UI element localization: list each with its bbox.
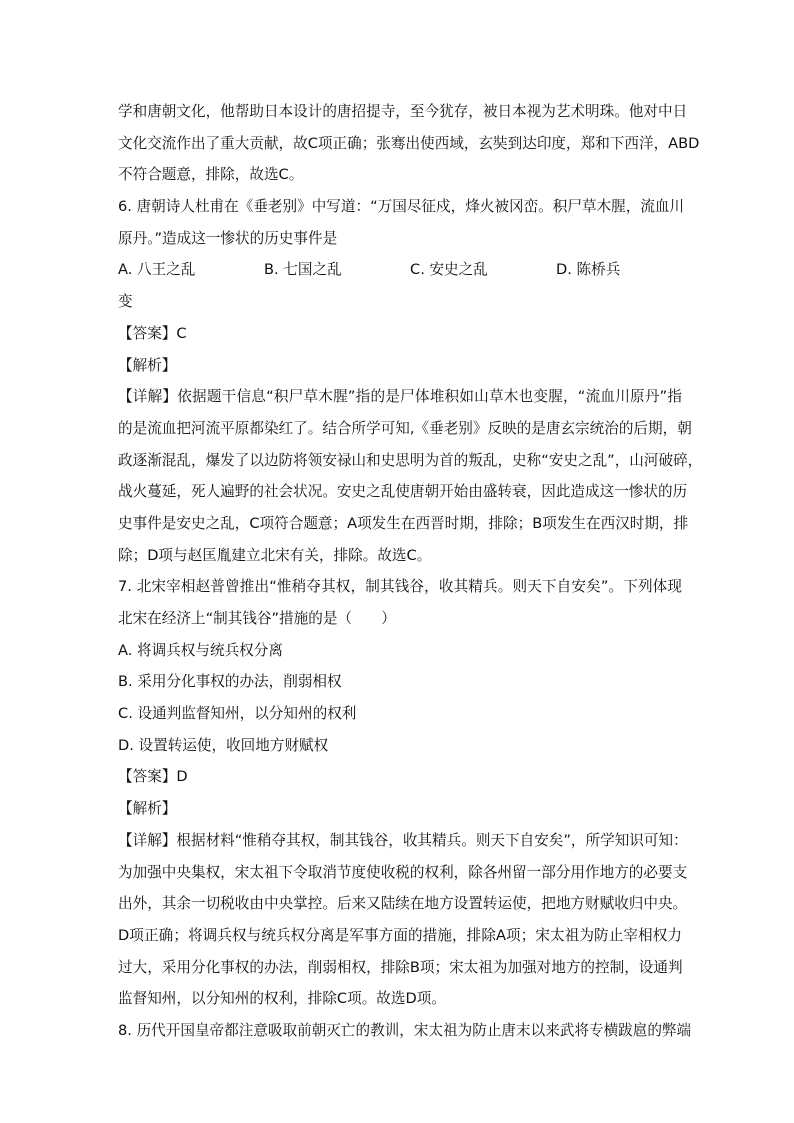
option-b: B. 七国之乱 xyxy=(264,261,342,279)
detail-line: 出外，其余一切税收由中央掌控。后来又陆续在地方设置转运使，把地方财赋收归中央。 xyxy=(118,895,688,913)
option-b: B. 采用分化事权的办法，削弱相权 xyxy=(118,673,342,691)
option-a: A. 八王之乱 xyxy=(118,261,196,279)
option-d: D. 设置转运使，收回地方财赋权 xyxy=(118,736,329,754)
detail-line: 史事件是安史之乱，C项符合题意；A项发生在西晋时期，排除；B项发生在西汉时期，排 xyxy=(118,514,689,532)
option-a: A. 将调兵权与统兵权分离 xyxy=(118,641,283,659)
option-d: D. 陈桥兵 xyxy=(556,261,621,279)
document-page xyxy=(118,96,703,1047)
option-d-wrap: 变 xyxy=(118,293,133,311)
question-6-options xyxy=(118,254,682,286)
question-6-stem: 原丹。”造成这一惨状的历史事件是 xyxy=(118,229,338,247)
analysis-heading: 【解析】 xyxy=(118,356,177,374)
detail-line: 监督知州，以分知州的权利，排除C项。故选D项。 xyxy=(118,990,446,1008)
analysis-heading: 【解析】 xyxy=(118,800,177,818)
answer: 【答案】C xyxy=(118,324,187,342)
detail-line: 为加强中央集权，宋太祖下令取消节度使收税的权利，除各州留一部分用作地方的必要支 xyxy=(118,863,688,881)
question-7-stem: 7. 北宋宰相赵普曾推出“惟稍夺其权，制其钱谷，收其精兵。则天下自安矣”。下列体现 xyxy=(118,578,682,596)
text-line: 文化交流作出了重大贡献，故C项正确；张骞出使西域，玄奘到达印度，郑和下西洋，ABD xyxy=(118,134,700,152)
text-line: 不符合题意，排除，故选C。 xyxy=(118,166,304,184)
detail-line: 的是流血把河流平原都染红了。结合所学可知,《垂老别》反映的是唐玄宗统治的后期，朝 xyxy=(118,419,692,437)
detail-line: 过大，采用分化事权的办法，削弱相权，排除B项；宋太祖为加强对地方的控制，设通判 xyxy=(118,958,683,976)
detail-line: 除；D项与赵匡胤建立北宋有关，排除。故选C。 xyxy=(118,546,432,564)
detail-line: 政逐渐混乱，爆发了以边防将领安禄山和史思明为首的叛乱，史称“安史之乱”，山河破碎， xyxy=(118,451,703,469)
text-line: 学和唐朝文化，他帮助日本设计的唐招提寺，至今犹存，被日本视为艺术明珠。他对中日 xyxy=(118,103,688,120)
option-c: C. 安史之乱 xyxy=(410,261,488,279)
question-8-stem: 8. 历代开国皇帝都注意吸取前朝灭亡的教训，宋太祖为防止唐末以来武将专横跋扈的弊端 xyxy=(118,1021,692,1039)
option-c: C. 设通判监督知州，以分知州的权利 xyxy=(118,705,357,723)
question-7-stem: 北宋在经济上“制其钱谷”措施的是（ ） xyxy=(118,610,396,627)
detail-line: 【详解】根据材料“惟稍夺其权，制其钱谷，收其精兵。则天下自安矣”，所学知识可知： xyxy=(118,831,688,849)
detail-line: 战火蔓延，死人遍野的社会状况。安史之乱使唐朝开始由盛转衰，因此造成这一惨状的历 xyxy=(118,483,688,501)
answer: 【答案】D xyxy=(118,768,188,786)
detail-line: 【详解】依据题干信息“积尸草木腥”指的是尸体堆积如山草木也变腥，“流血川原丹”指 xyxy=(118,388,682,406)
question-6-stem: 6. 唐朝诗人杜甫在《垂老别》中写道：“万国尽征戍，烽火被冈峦。积尸草木腥，流血川 xyxy=(118,198,685,216)
detail-line: D项正确；将调兵权与统兵权分离是军事方面的措施，排除A项；宋太祖为防止宰相权力 xyxy=(118,926,682,944)
